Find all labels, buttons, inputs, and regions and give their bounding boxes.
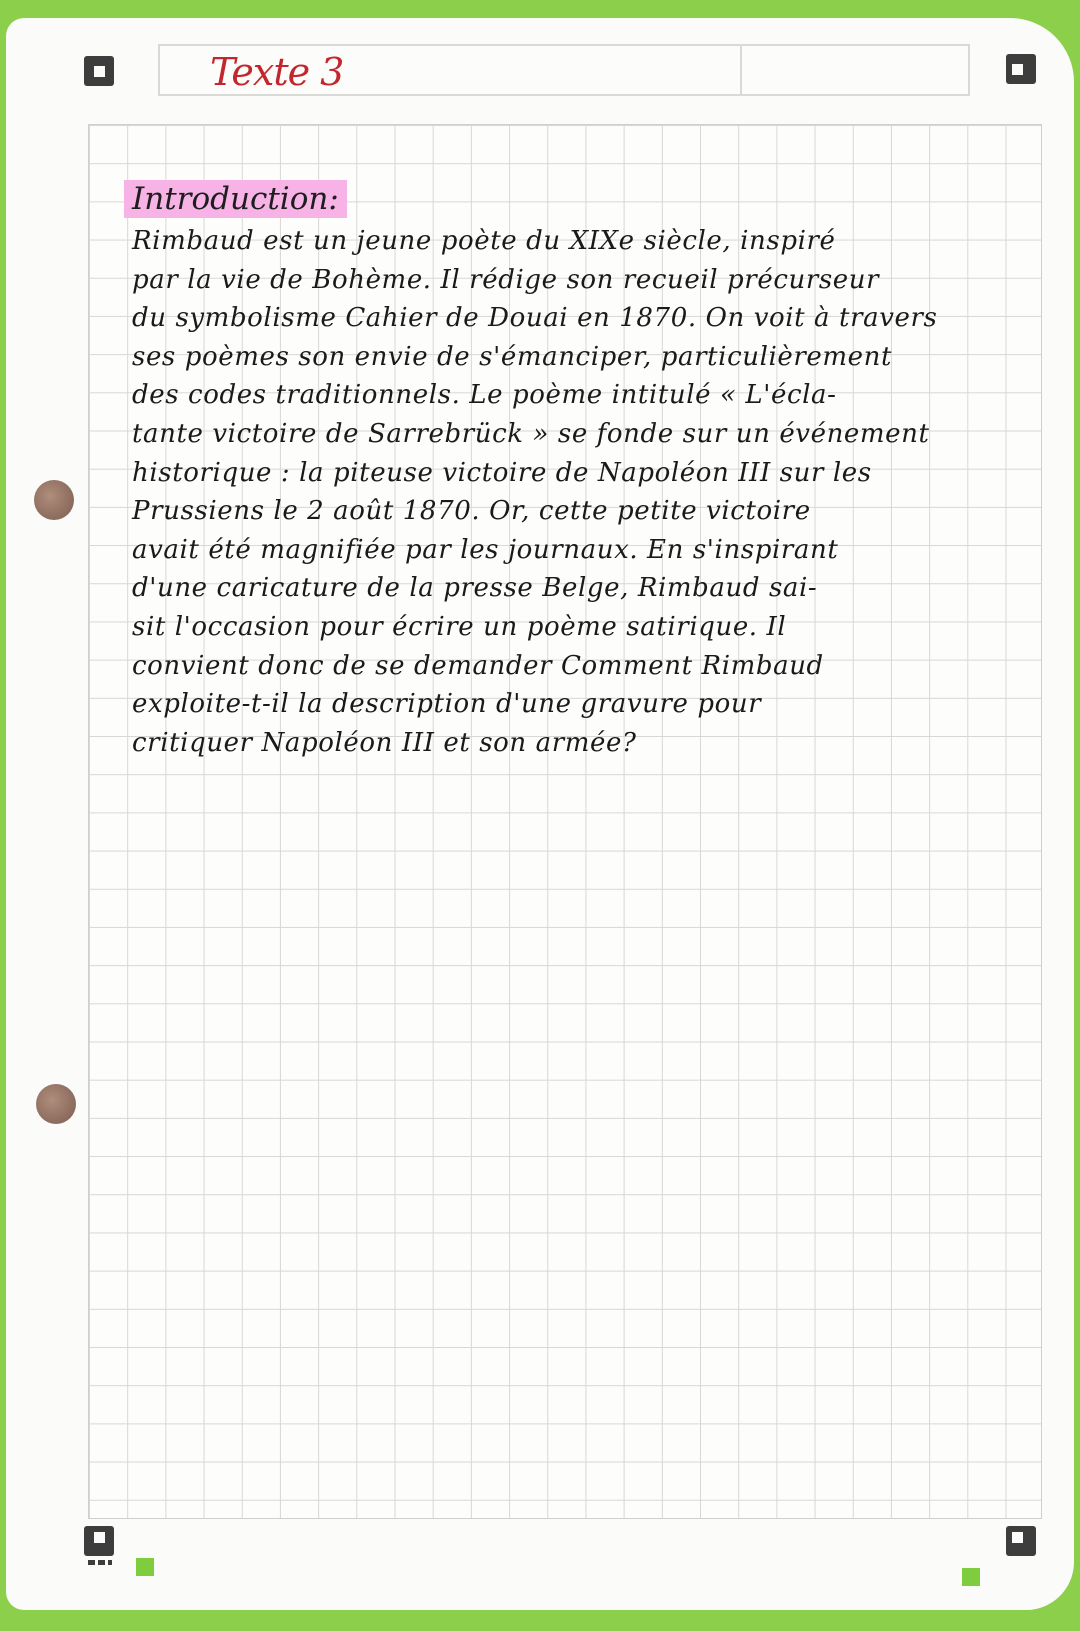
title-box-divider [740, 46, 742, 94]
corner-bracket-icon [1006, 54, 1036, 84]
dash-marks [88, 1560, 112, 1565]
text-line: par la vie de Bohème. Il rédige son recueil précurseur [132, 264, 880, 295]
punch-hole-icon [36, 1084, 76, 1124]
notebook-page [6, 18, 1074, 1610]
green-square-marker [136, 1558, 154, 1576]
text-line: d'une caricature de la presse Belge, Rimbaud sai- [132, 573, 818, 604]
text-line: du symbolisme Cahier de Douai en 1870. On voit à travers [132, 303, 938, 334]
page-title: Texte 3 [210, 50, 344, 94]
text-line: Rimbaud est un jeune poète du XIXe siècle, inspiré [132, 226, 836, 256]
text-line: tante victoire de Sarrebrück » se fonde sur un événement [132, 418, 930, 449]
text-line: sit l'occasion pour écrire un poème satirique. Il [132, 611, 787, 642]
text-line: convient donc de se demander Comment Rimbaud [132, 650, 824, 681]
punch-hole-icon [34, 480, 74, 520]
green-square-marker [962, 1568, 980, 1586]
text-line: des codes traditionnels. Le poème intitulé « L'écla- [132, 380, 837, 411]
text-line: avait été magnifiée par les journaux. En s'inspirant [132, 534, 839, 565]
text-line: historique : la piteuse victoire de Napoléon III sur les [132, 457, 872, 488]
title-box [158, 44, 970, 96]
text-line: exploite-t-il la description d'une gravure pour [132, 689, 762, 720]
corner-bracket-icon [84, 1526, 114, 1556]
introduction-text [132, 222, 1037, 762]
text-line: critiquer Napoléon III et son armée? [132, 727, 637, 758]
corner-bracket-icon [1006, 1526, 1036, 1556]
corner-bracket-icon [84, 56, 114, 86]
text-line: Prussiens le 2 août 1870. Or, cette petite victoire [132, 496, 811, 527]
section-heading: Introduction: [124, 180, 347, 218]
text-line: ses poèmes son envie de s'émanciper, particulièrement [132, 341, 893, 372]
